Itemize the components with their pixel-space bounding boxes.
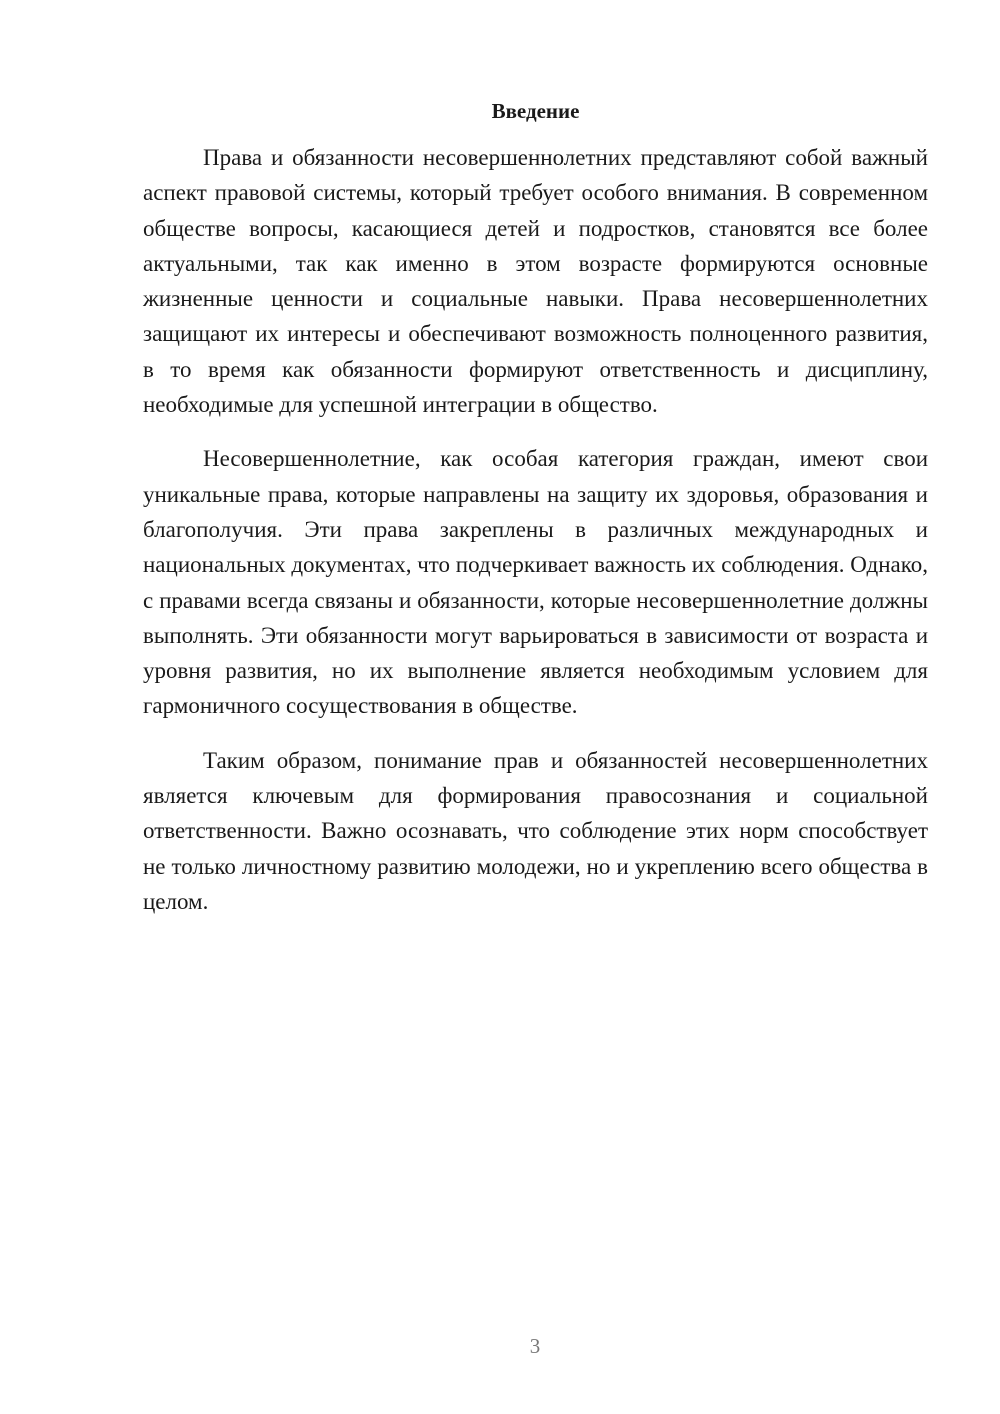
section-heading: Введение xyxy=(491,99,580,123)
page-number: 3 xyxy=(529,1334,541,1358)
paragraph-3: Таким образом, понимание прав и обязанностей несовершеннолетних является ключевым для формирования правосознания и социальной ответственности. Важно осознавать, что соблюдение этих норм способствует не только личностному развитию молодежи, но и укреплению всего общества в целом. xyxy=(143,747,928,914)
page-content xyxy=(143,96,928,938)
paragraph-2: Несовершеннолетние, как особая категория граждан, имеют свои уникальные права, которые направлены на защиту их здоровья, образования и благополучия. Эти права закреплены в различных международных и национальных документах, что подчеркивает важность их соблюдения. Однако, с правами всегда связаны и обязанности, которые несовершеннолетние должны выполнять. Эти обязанности могут варьироваться в зависимости от возраста и уровня развития, но их выполнение является необходимым условием для гармоничного сосуществования в обществе. xyxy=(143,446,928,719)
paragraph-1: Права и обязанности несовершеннолетних представляют собой важный аспект правовой системы, который требует особого внимания. В современном обществе вопросы, касающиеся детей и подростков, становятся все более актуальными, так как именно в этом возрасте формируются основные жизненные ценности и социальные навыки. Права несовершеннолетних защищают их интересы и обеспечивают возможность полноценного развития, в то время как обязанности формируют ответственность и дисциплину, необходимые для успешной интеграции в общество. xyxy=(143,145,928,418)
